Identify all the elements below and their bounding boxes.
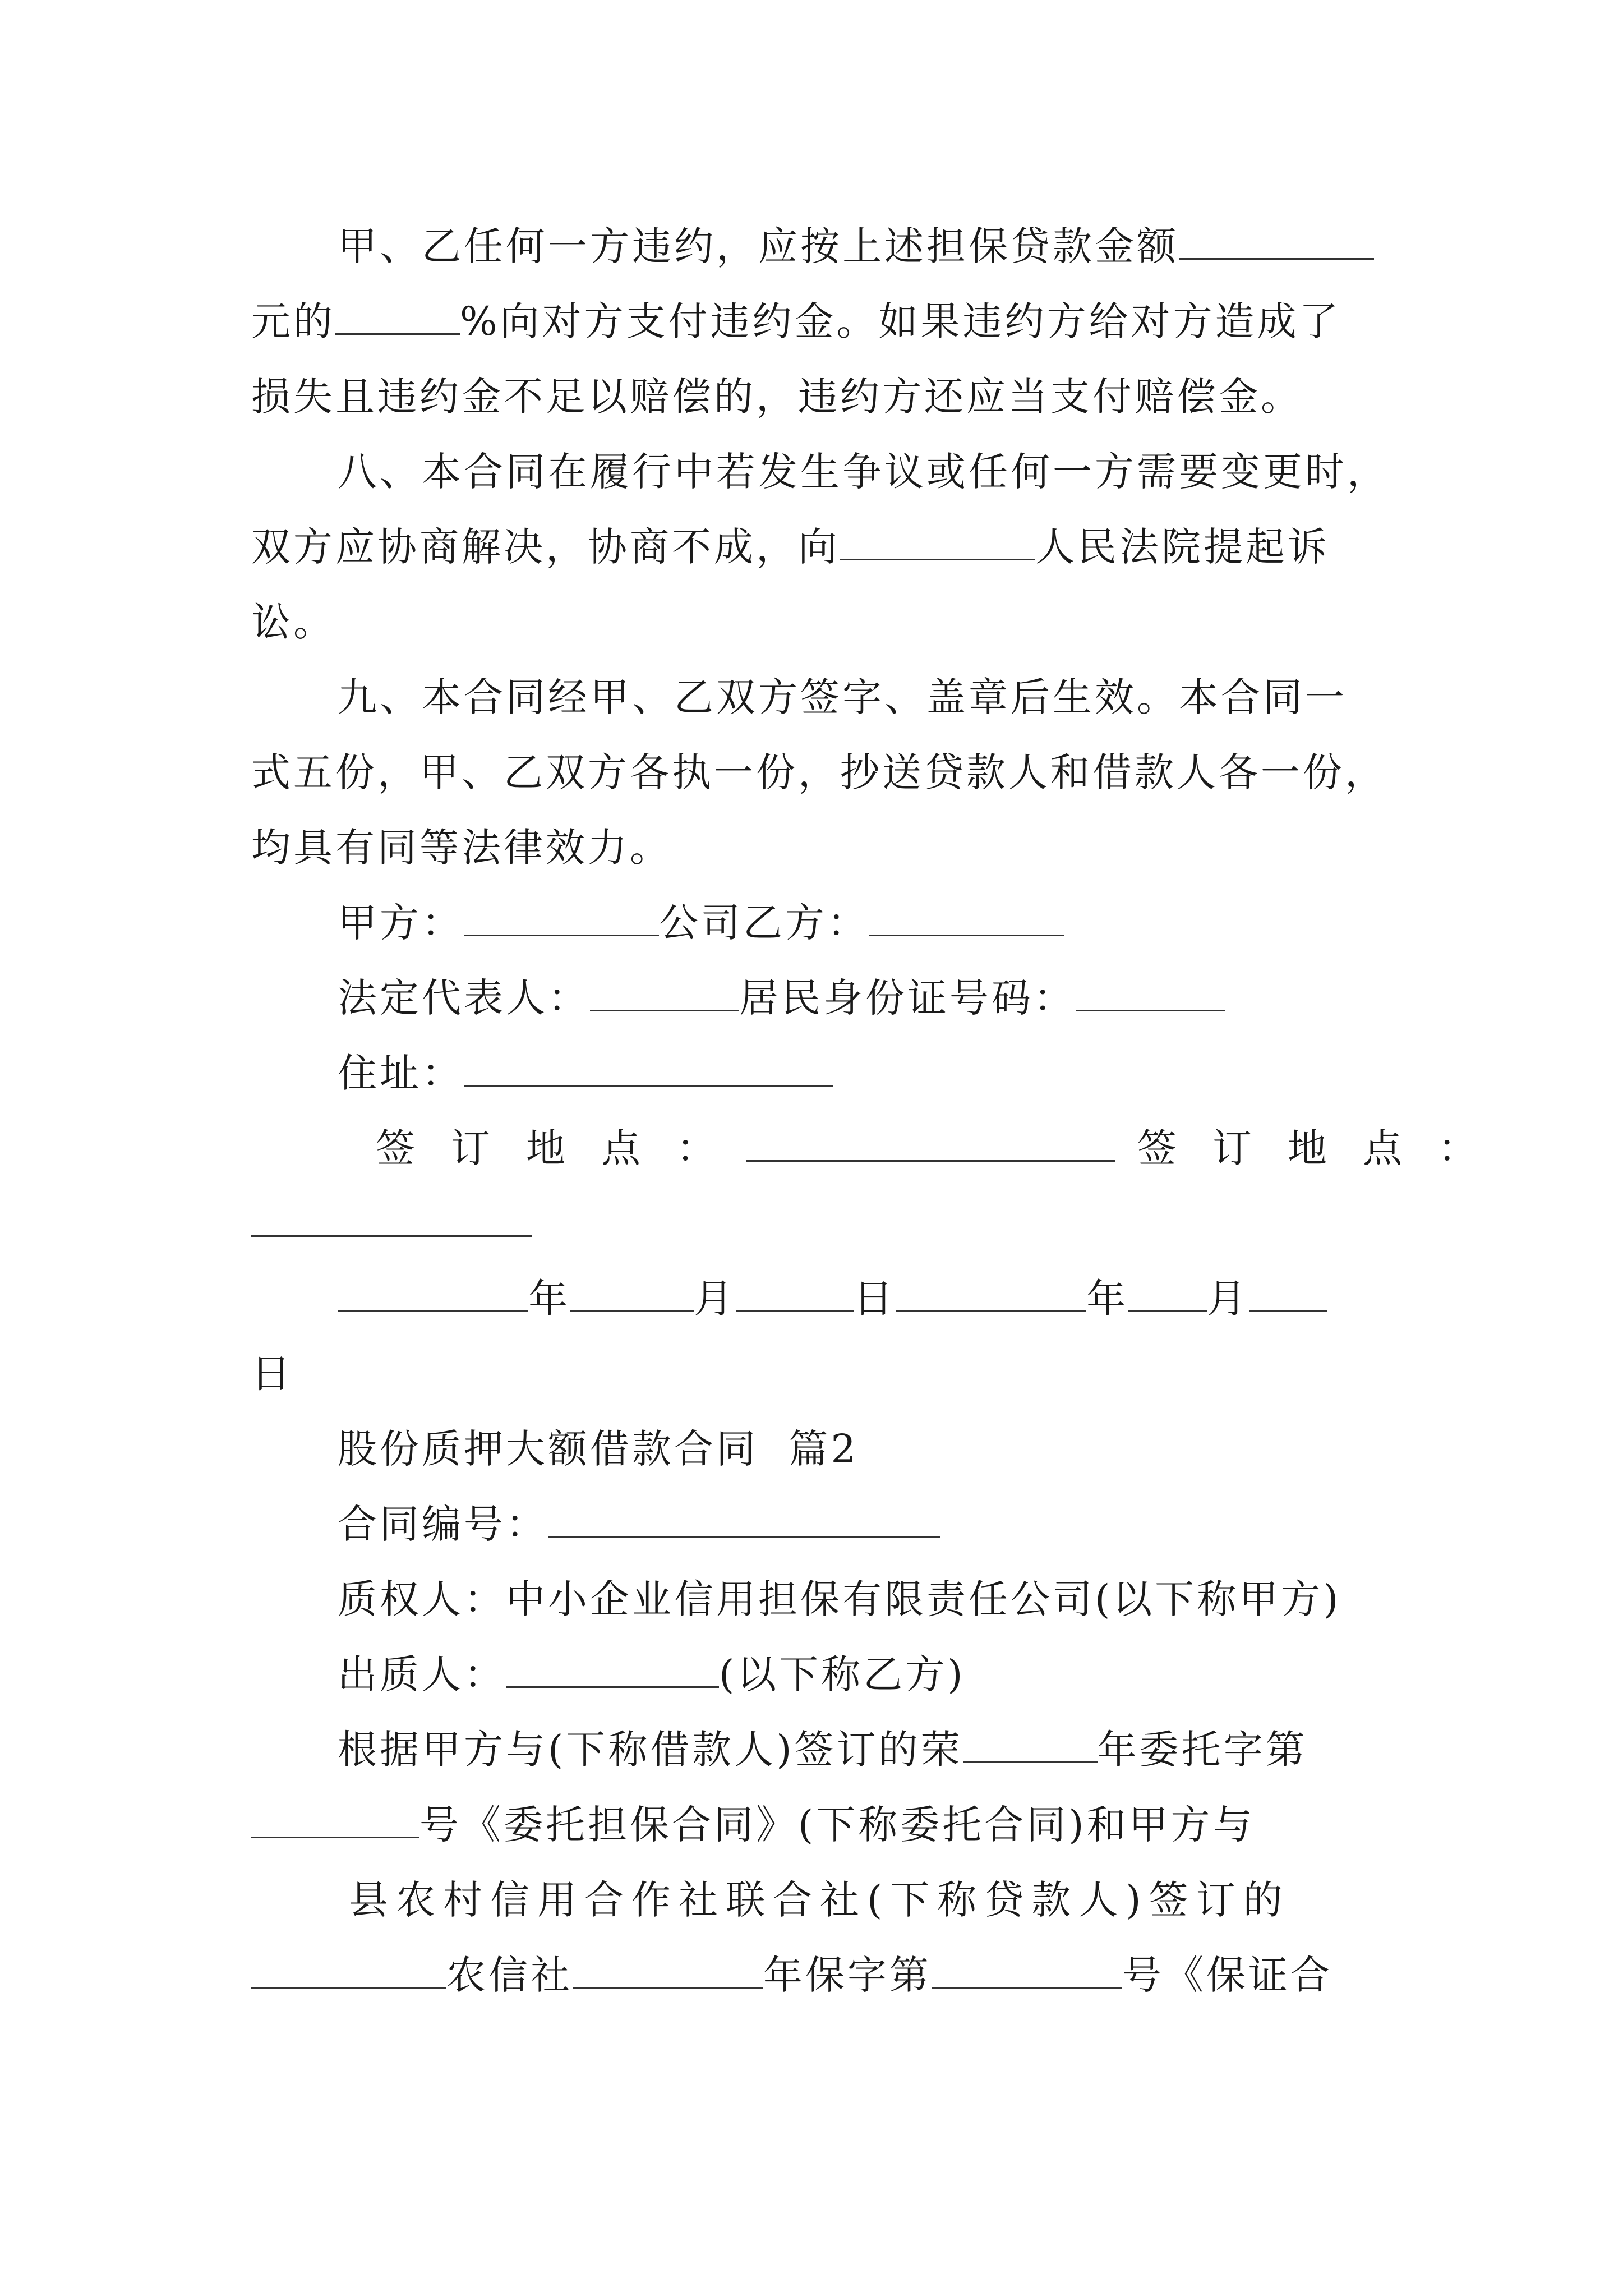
label: 日 [854,1276,896,1322]
party-b-blank [869,900,1064,936]
date-line [338,1273,1327,1324]
contract-number-line [338,1499,940,1549]
address-line [338,1048,833,1098]
day-blank-b [1249,1276,1327,1312]
clause-9-line-3 [251,822,672,873]
contract-number-blank [548,1501,940,1538]
text: 质权人：中小企业信用担保有限责任公司(以下称甲方) [338,1576,1341,1622]
text: 人民法院提起诉 [1035,524,1330,570]
basis-line-4 [251,1950,1332,2000]
label: 签订地点： [376,1125,751,1171]
clause-breach-line-1 [338,221,1374,272]
label: 法定代表人： [338,975,590,1021]
party-a-blank [464,900,659,936]
clause-8-line-2 [251,522,1330,572]
coop-blank [251,1952,446,1989]
address-blank [464,1050,833,1087]
clause-breach-line-3 [251,371,1303,422]
clause-8-line-3 [251,597,335,647]
label: 日 [251,1351,293,1397]
text: 号《委托担保合同》(下称委托合同)和甲方与 [419,1802,1255,1848]
day-blank-a [736,1276,854,1312]
label: 公司乙方： [659,900,869,946]
signing-place-b-blank [251,1200,532,1237]
text: 甲、乙任何一方违约，应按上述担保贷款金额 [338,223,1179,269]
text: 农信社 [446,1952,573,1998]
signing-place-a-blank [746,1125,1115,1162]
text: 元的 [251,298,335,344]
text: 讼。 [251,599,335,645]
amount-blank [1179,223,1374,260]
text: 号《保证合 [1122,1952,1332,1998]
text: 年委托字第 [1097,1727,1308,1773]
label: 年 [528,1276,570,1322]
label: 合同编号： [338,1501,548,1547]
percent-blank [335,298,460,335]
representative-line [338,973,1225,1023]
signing-place-cont-line [251,1198,532,1249]
section-title [338,1424,859,1474]
text: 双方应协商解决，协商不成，向 [251,524,840,570]
heading: 股份质押大额借款合同 篇2 [338,1426,859,1472]
year-blank-a [338,1276,528,1312]
label: 月 [694,1276,736,1322]
text: 式五份，甲、乙双方各执一份，抄送贷款人和借款人各一份， [251,749,1387,795]
text: 九、本合同经甲、乙双方签字、盖章后生效。本合同一 [338,674,1347,720]
text: 损失且违约金不足以赔偿的，违约方还应当支付赔偿金。 [251,374,1303,420]
clause-9-line-2 [251,747,1387,798]
pledgor-blank [506,1651,719,1688]
label: 年 [1086,1276,1128,1322]
number-blank [251,1802,419,1838]
label: 月 [1207,1276,1249,1322]
pledgee-line [338,1574,1341,1625]
year-blank [963,1727,1098,1763]
date-cont-line [251,1349,293,1399]
month-blank-a [570,1276,694,1312]
clause-9-line-1 [338,672,1347,723]
representative-blank [590,975,739,1011]
text: 八、本合同在履行中若发生争议或任何一方需要变更时， [338,449,1389,495]
basis-line-2 [251,1800,1255,1850]
basis-line-3 [349,1875,1290,1925]
text: 县农村信用合作社联合社(下称贷款人)签订的 [349,1877,1290,1923]
court-blank [840,524,1035,560]
text: 均具有同等法律效力。 [251,825,672,871]
clause-8-line-1 [338,447,1389,497]
id-number-blank [1076,975,1225,1011]
month-blank-b [1128,1276,1207,1312]
label: 甲方： [338,900,464,946]
year-blank-2 [573,1952,763,1989]
pledgor-line [338,1649,966,1700]
clause-breach-line-2 [251,296,1341,347]
text: 年保字第 [763,1952,932,1998]
text: 根据甲方与(下称借款人)签订的荣 [338,1727,963,1773]
text: (以下称乙方) [719,1651,966,1697]
label: 住址： [338,1050,464,1096]
text: %向对方支付违约金。如果违约方给对方造成了 [460,298,1341,344]
party-line [338,898,1064,948]
guarantee-number-blank [932,1952,1122,1989]
label: 出质人： [338,1651,506,1697]
signing-place-line [376,1123,1513,1174]
basis-line-1 [338,1724,1308,1775]
year-blank-b [896,1276,1086,1312]
label: 居民身份证号码： [739,975,1076,1021]
label: 签订地点： [1137,1125,1513,1171]
